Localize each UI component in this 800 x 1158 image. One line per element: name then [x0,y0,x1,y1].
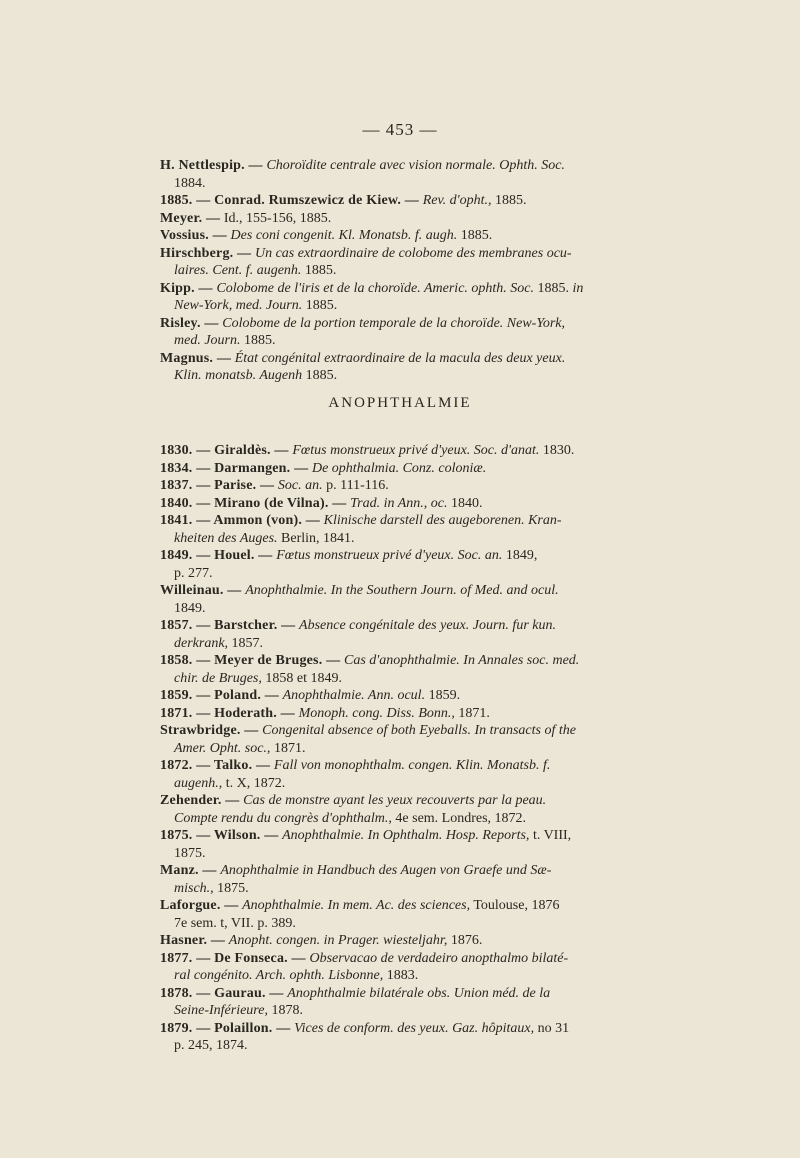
entry-author: 1878. — Gaurau. — [160,985,288,1001]
entry-author: 1879. — Polaillon. — [160,1020,295,1036]
entry-author: Meyer. — [160,210,224,226]
entry-title: État congénital extraordinaire de la macula des deux yeux. [234,350,566,366]
entry-title: Anophthalmie. In the Southern Journ. of Med. and ocul. [245,583,559,598]
entry-title: Observacao de verdadeiro anopthalmo bilaté- [309,950,569,966]
entry-author: Vossius. — [160,228,231,243]
entry-title: Colobome de l'iris et de la choroïde. Americ. ophth. Soc. [216,280,535,296]
entry-title: Anophthalmie. Ann. ocul. [282,688,426,703]
bibliography-section-anophthalmie [160,442,638,1055]
entry-author: 1834. — Darmangen. — [160,460,312,476]
entry-publication: 1876. [447,933,483,948]
entry-continuation [174,367,638,385]
entry-publication: t. VIII, [529,828,572,843]
bibliography-entry [160,862,638,897]
entry-publication: 1885. [491,193,527,208]
bibliography-entry [160,687,638,705]
entry-title: Fall von monophthalm. congen. Klin. Monatsb. f. [273,758,551,773]
entry-author: 1875. — Wilson. — [160,828,283,843]
entry-continuation [174,565,638,583]
bibliography-entry [160,652,638,687]
entry-author: Laforgue. — [160,898,243,913]
bibliography-entry [160,495,638,513]
entry-author: 1858. — Meyer de Bruges. — [160,653,345,668]
entry-author: Hasner. — [160,933,229,948]
entry-continuation [174,810,638,828]
entry-title: Monoph. cong. Diss. Bonn., [298,705,455,721]
entry-author: Zehender. — [160,793,244,808]
bibliography-entry [160,280,638,315]
bibliography-section-coloboma [160,157,638,385]
entry-publication: 1840. [447,495,483,511]
entry-continuation-italic: augenh., [174,775,223,791]
bibliography-entry [160,210,638,228]
entry-continuation [174,1002,638,1020]
bibliography-entry [160,985,638,1020]
entry-publication-italic: in [572,280,584,296]
entry-continuation [174,262,638,280]
entry-author: 1857. — Barstcher. — [160,618,300,633]
entry-author: Magnus. — [160,350,235,366]
entry-publication: 1885. [457,228,493,243]
section-title: ANOPHTHALMIE [328,395,472,411]
entry-title: Soc. an. [277,478,323,493]
entry-title: Absence congénitale des yeux. Journ. fur kun. [299,618,556,633]
bibliography-entry [160,722,638,757]
entry-continuation-text: 1875. [213,880,249,896]
entry-continuation [174,740,638,758]
bibliography-entry [160,547,638,582]
entry-continuation [174,775,638,793]
entry-author: 1872. — Talko. — [160,758,274,773]
entry-author: 1841. — Ammon (von). — [160,513,324,528]
entry-continuation-text: 1858 et 1849. [261,670,342,686]
bibliography-entry [160,897,638,932]
entry-continuation [174,1037,638,1055]
entry-title: Choroïdite centrale avec vision normale. Ophth. Soc. [266,158,565,173]
page-number-header: — 453 — [362,120,438,139]
entry-continuation-text: p. 277. [174,565,213,581]
entry-continuation-text: 1857. [228,635,264,651]
bibliography-entry [160,792,638,827]
entry-continuation-text: 4e sem. Londres, 1872. [391,810,527,826]
entry-continuation-text: Berlin, 1841. [277,530,355,546]
bibliography-entry [160,460,638,478]
entry-author: 1859. — Poland. — [160,688,283,703]
entry-title: Vices de conform. des yeux. Gaz. hôpitaux, [294,1020,535,1036]
entry-title: Anophthalmie in Handbuch des Augen von Graefe und Sæ- [220,863,552,878]
entry-author: 1871. — Hoderath. — [160,705,299,721]
entry-continuation-text: 7e sem. t, VII. p. 389. [174,915,296,931]
entry-continuation-italic: kheiten des Auges. [174,530,278,546]
entry-title: Cas de monstre ayant les yeux recouverts par la peau. [243,793,547,808]
entry-continuation-text: 1875. [174,845,206,861]
entry-continuation [174,332,638,350]
entry-continuation [174,915,638,933]
entry-title: Cas d'anophthalmie. In Annales soc. med. [344,653,580,668]
entry-author: H. Nettlespip. — [160,158,267,173]
entry-author: Manz. — [160,863,221,878]
entry-title: Anopht. congen. in Prager. wiesteljahr, [228,933,448,948]
entry-author: 1837. — Parise. — [160,478,278,493]
entry-continuation-text: 1871. [270,740,306,756]
entry-continuation [174,297,638,315]
entry-continuation [174,600,638,618]
bibliography-entry [160,227,638,245]
entry-publication: 1830. [539,443,575,458]
entry-title: Anophthalmie. In mem. Ac. des sciences, [242,898,471,913]
entry-title: De ophthalmia. Conz. coloniæ. [311,460,487,476]
bibliography-entry [160,157,638,192]
entry-continuation-italic: derkrank, [174,635,229,651]
entry-author: Risley. — [160,315,223,331]
entry-continuation-italic: Compte rendu du congrès d'ophthalm., [174,810,392,826]
entry-continuation-text: p. 245, 1874. [174,1038,248,1053]
entry-continuation-text: 1883. [383,968,419,983]
entry-author: 1885. — Conrad. Rumszewicz de Kiew. — [160,193,423,208]
entry-continuation [174,635,638,653]
entry-author: 1840. — Mirano (de Vilna). — [160,495,351,511]
bibliography-entry [160,757,638,792]
entry-publication: p. 111-116. [322,478,389,493]
bibliography-entry [160,932,638,950]
entry-title: Des coni congenit. Kl. Monatsb. f. augh. [230,228,458,243]
bibliography-entry [160,582,638,617]
entry-author: 1877. — De Fonseca. — [160,950,310,966]
bibliography-entry [160,315,638,350]
entry-continuation-text: 1884. [174,175,206,191]
bibliography-entry [160,950,638,985]
entry-title: Anophthalmie. In Ophthalm. Hosp. Reports, [282,828,530,843]
entry-continuation [174,967,638,985]
entry-author: Hirschberg. — [160,245,255,261]
bibliography-entry [160,442,638,460]
entry-title: Colobome de la portion temporale de la choroïde. New-York, [222,315,565,331]
entry-publication: Toulouse, 1876 [470,898,560,913]
entry-continuation-italic: New-York, med. Journ. [174,298,303,313]
entry-author: Kipp. — [160,280,217,296]
entry-continuation-text: t. X, 1872. [222,775,286,791]
entry-title: Fœtus monstrueux privé d'yeux. Soc. an. [276,548,503,563]
entry-publication: 1871. [454,705,490,721]
entry-continuation-italic: laires. Cent. f. augenh. [174,263,302,278]
entry-publication: 1849, [502,548,538,563]
entry-continuation [174,670,638,688]
entry-author: 1849. — Houel. — [160,548,277,563]
entry-continuation-text: 1878. [267,1003,303,1018]
entry-author: Willeinau. — [160,583,246,598]
entry-continuation [174,880,638,898]
entry-continuation-italic: med. Journ. [174,333,241,348]
entry-title: Anophthalmie bilatérale obs. Union méd. de la [287,985,551,1001]
bibliography-entry [160,192,638,210]
entry-author: 1830. — Giraldès. — [160,443,293,458]
entry-continuation-text: 1885. [240,333,276,348]
bibliography-entry [160,477,638,495]
entry-title: Congenital absence of both Eyeballs. In transacts of the [262,723,576,738]
bibliography-entry [160,512,638,547]
entry-continuation [174,175,638,193]
entry-continuation [174,845,638,863]
entry-continuation-italic: chir. de Bruges, [174,670,262,686]
entry-continuation-italic: Seine-Inférieure, [174,1003,268,1018]
bibliography-entry [160,350,638,385]
entry-continuation-text: 1849. [174,600,206,616]
entry-continuation-text: 1885. [302,298,338,313]
entry-title: Un cas extraordinaire de colobome des membranes ocu- [254,245,572,261]
entry-title: Klinische darstell des augeborenen. Kran- [323,513,562,528]
bibliography-entry [160,705,638,723]
entry-continuation-italic: Klin. monatsb. Augenh [174,368,303,383]
entry-continuation-text: 1885. [302,368,338,383]
bibliography-entry [160,617,638,652]
entry-continuation [174,530,638,548]
entry-publication: 1859. [425,688,461,703]
entry-continuation-italic: misch., [174,880,214,896]
entry-publication: Id., 155-156, 1885. [223,210,332,226]
entry-continuation-italic: ral congénito. Arch. ophth. Lisbonne, [174,968,384,983]
entry-author: Strawbridge. — [160,723,263,738]
entry-title: Rev. d'opht., [422,193,492,208]
bibliography-entry [160,827,638,862]
entry-publication: 1885. [534,280,573,296]
bibliography-entry [160,245,638,280]
entry-title: Trad. in Ann., oc. [350,495,448,511]
entry-title: Fœtus monstrueux privé d'yeux. Soc. d'anat. [292,443,540,458]
entry-continuation-italic: Amer. Opht. soc., [174,740,271,756]
entry-continuation-text: 1885. [301,263,337,278]
bibliography-entry [160,1020,638,1055]
entry-publication: no 31 [534,1020,570,1036]
